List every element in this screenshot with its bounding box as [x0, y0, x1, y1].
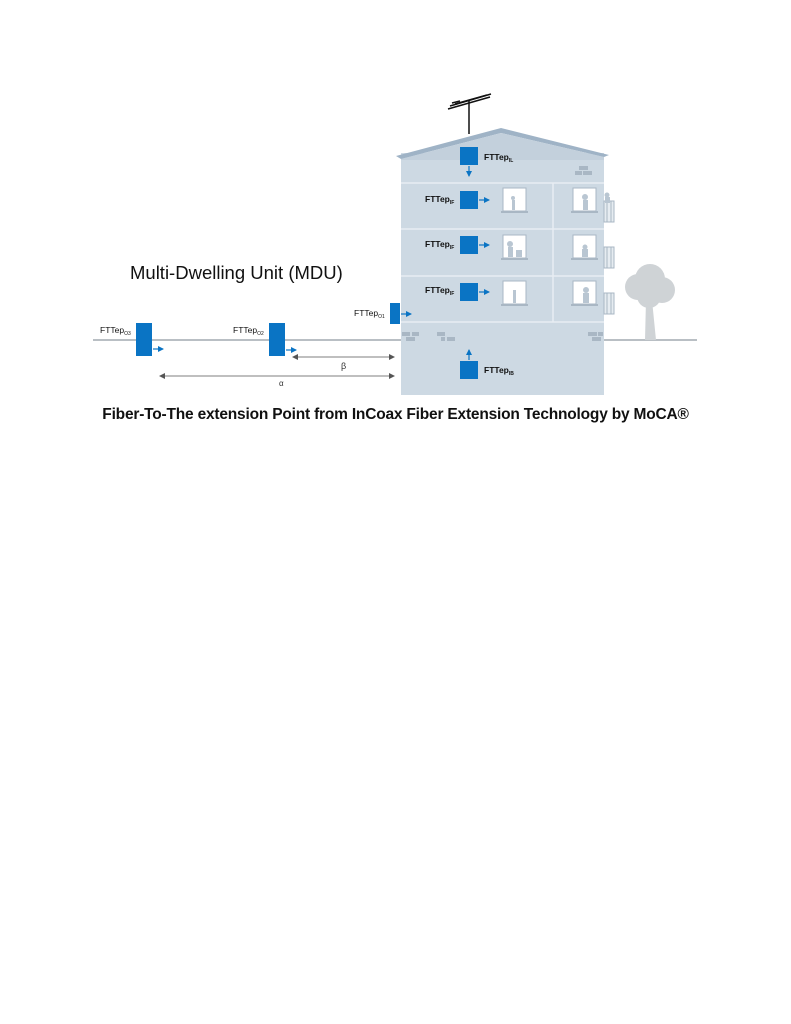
distance-alpha [160, 376, 394, 388]
svg-text:FTTepIF: FTTep$_{IF}$ [425, 239, 455, 251]
tree-icon [625, 264, 675, 340]
svg-text:FTTepIF: FTTep$_{IF}$ [425, 194, 455, 206]
svg-text:FTTepO1: FTTep$_{O1}$ [354, 308, 385, 320]
mdu-diagram [0, 0, 791, 400]
svg-text:β: β [341, 361, 347, 371]
svg-text:FTTepIB: FTTep$_{IB}$ [484, 365, 514, 377]
svg-text:FTTepIL: FTTep$_{IL}$ [484, 152, 514, 164]
svg-text:FTTepO3: FTTep$_{O3}$ [100, 325, 131, 337]
diagram-title: Multi-Dwelling Unit (MDU) [130, 262, 343, 283]
svg-text:α: α [279, 379, 284, 388]
distance-beta [293, 357, 394, 371]
figure-caption: Fiber-To-The extension Point from InCoax Fiber Extension Technology by MoCA® [102, 406, 689, 423]
svg-text:FTTepO2: FTTep$_{O2}$ [233, 325, 264, 337]
svg-text:FTTepIF: FTTep$_{IF}$ [425, 285, 455, 297]
antenna-icon [448, 94, 491, 134]
balconies [604, 201, 614, 314]
